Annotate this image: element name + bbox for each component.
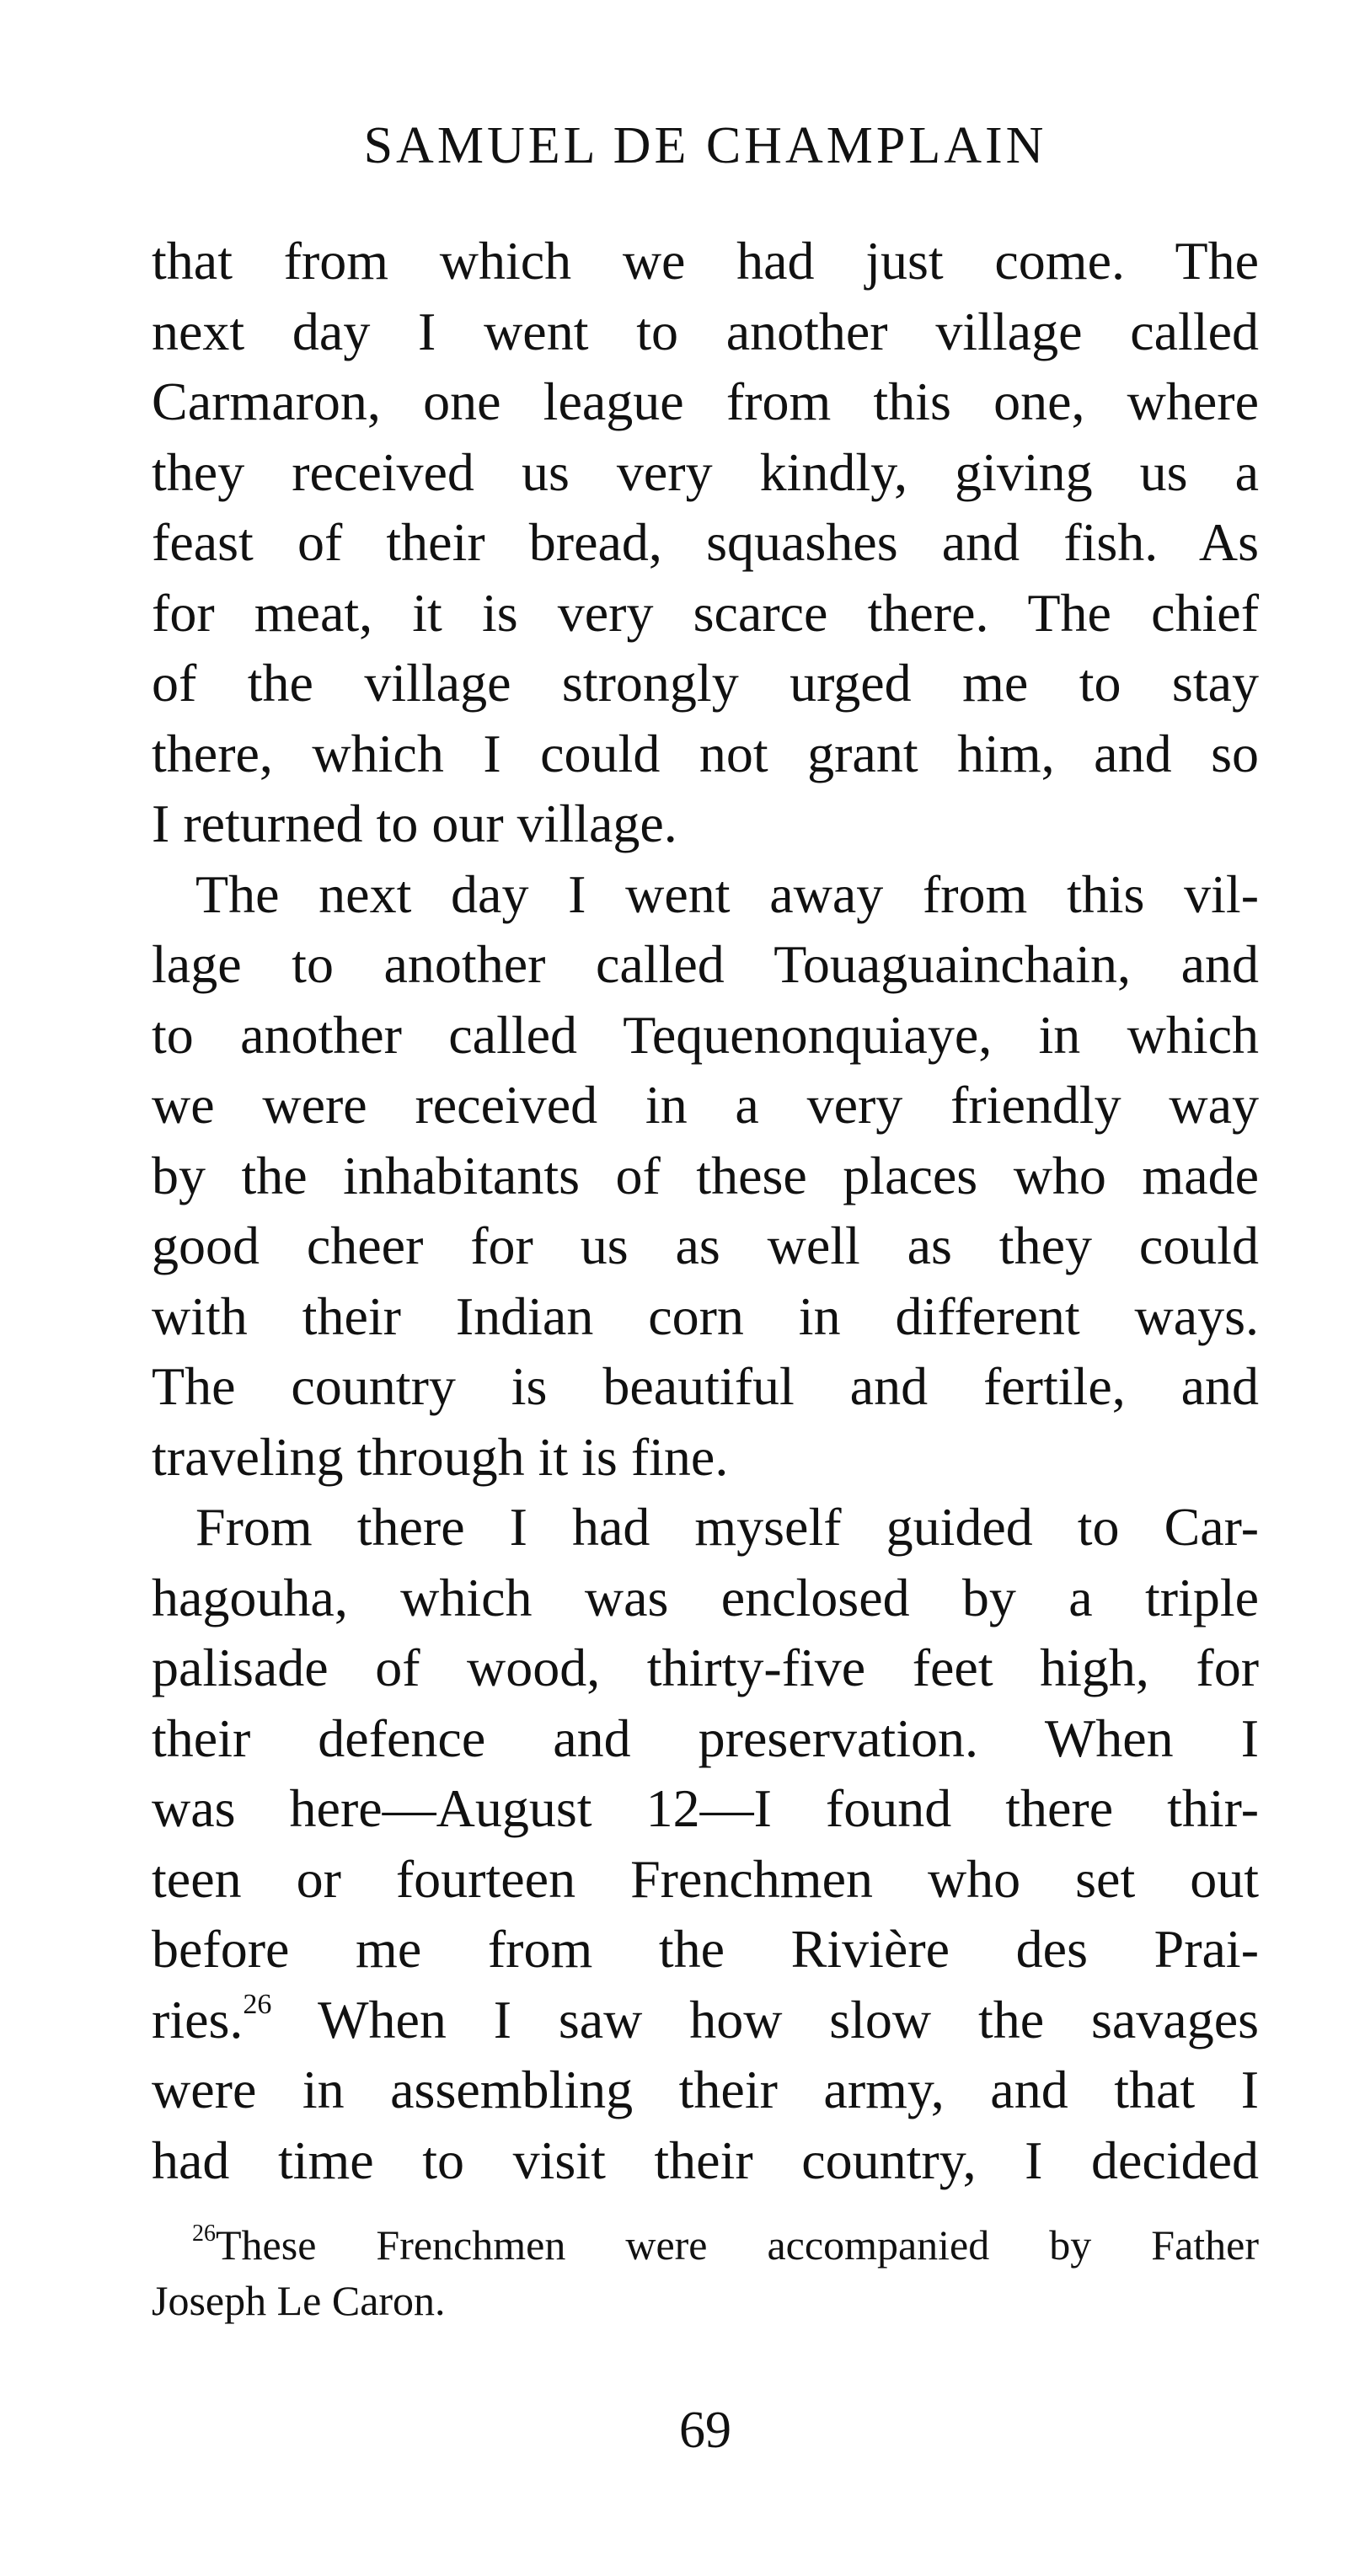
text-line: of the village strongly urged me to stay	[152, 653, 1259, 713]
text-line: From there I had myself guided to Car-	[195, 1497, 1259, 1557]
text-line: feast of their bread, squashes and fish. As	[152, 512, 1259, 572]
text-line: palisade of wood, thirty-five feet high, for	[152, 1638, 1259, 1697]
text-line: next day I went to another village called	[152, 301, 1259, 361]
footnote-line: Joseph Le Caron.	[152, 2277, 446, 2324]
footnote-line	[152, 2217, 1259, 2273]
text-line: was here—August 12—I found there thir-	[152, 1778, 1259, 1838]
text-line: good cheer for us as well as they could	[152, 1216, 1259, 1275]
text-line: hagouha, which was enclosed by a triple	[152, 1567, 1259, 1627]
text-line: that from which we had just come. The	[152, 231, 1259, 291]
text-line: lage to another called Touaguainchain, and	[152, 934, 1259, 994]
text-line: The next day I went away from this vil-	[195, 863, 1259, 924]
footnote-ref: 26	[243, 1989, 272, 2021]
text-fragment: ries.	[152, 1989, 244, 2050]
text-line: The country is beautiful and fertile, and	[152, 1356, 1259, 1416]
paragraph-1	[152, 226, 1259, 859]
text-line: we were received in a very friendly way	[152, 1075, 1259, 1135]
running-head: SAMUEL DE CHAMPLAIN	[363, 117, 1047, 174]
footnote-text: These Frenchmen were accompanied by Father	[216, 2221, 1259, 2269]
text-line-with-note-ref	[152, 1985, 1259, 2055]
paragraph-2	[152, 859, 1259, 1493]
text-line: their defence and preservation. When I	[152, 1708, 1259, 1768]
body-text	[152, 226, 1259, 2195]
text-line: with their Indian corn in different ways.	[152, 1285, 1259, 1346]
text-line: Carmaron, one league from this one, where	[152, 371, 1259, 431]
text-line: were in assembling their army, and that I	[152, 2060, 1259, 2119]
text-fragment: When I saw how slow the savages	[271, 1989, 1259, 2050]
text-line: by the inhabitants of these places who made	[152, 1145, 1259, 1205]
text-line: teen or fourteen Frenchmen who set out	[152, 1848, 1259, 1909]
text-line: they received us very kindly, giving us a	[152, 441, 1259, 502]
text-line: I returned to our village.	[152, 794, 677, 853]
text-line: for meat, it is very scarce there. The chief	[152, 582, 1259, 643]
text-line: had time to visit their country, I decided	[152, 2130, 1259, 2190]
text-line: there, which I could not grant him, and so	[152, 723, 1259, 783]
footnote-mark: 26	[192, 2221, 216, 2247]
page-number: 69	[679, 2402, 731, 2459]
paragraph-3	[152, 1492, 1259, 2195]
text-line: before me from the Rivière des Prai-	[152, 1919, 1259, 1979]
footnote	[152, 2217, 1259, 2328]
text-line: traveling through it is fine.	[152, 1426, 729, 1487]
text-line: to another called Tequenonquiaye, in which	[152, 1004, 1259, 1065]
